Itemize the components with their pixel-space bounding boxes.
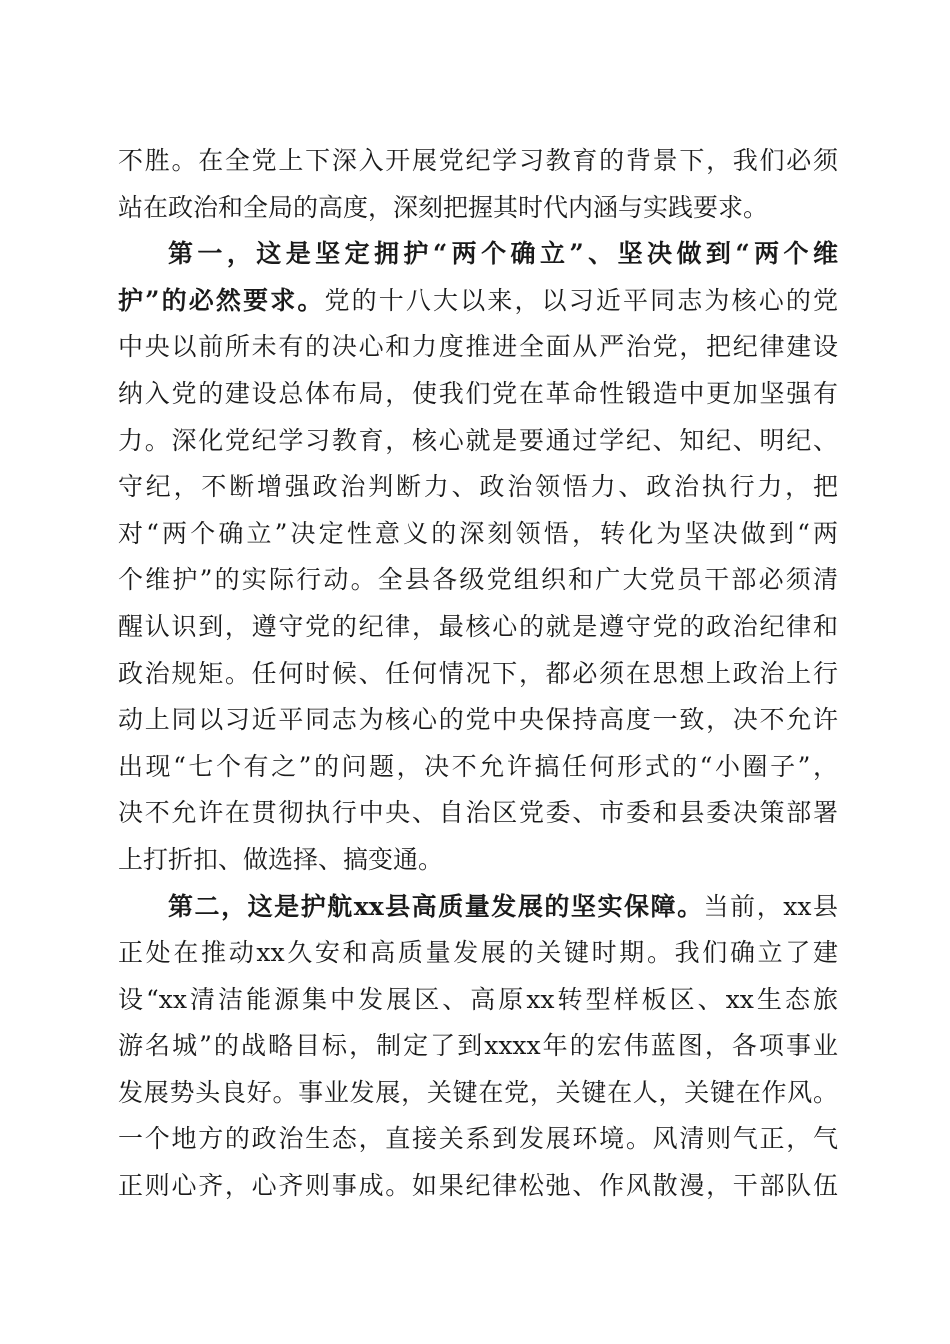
body-text: 出现“七个有之”的问题，决不允许搞任何形式的“小圈子”， xyxy=(118,751,838,781)
text-line xyxy=(118,1116,838,1163)
text-line xyxy=(118,464,838,511)
text-line xyxy=(118,790,838,837)
text-line xyxy=(118,371,838,418)
body-text: 党的十八大以来，以习近平同志为核心的党 xyxy=(324,285,838,315)
body-text: 设“xx清洁能源集中发展区、高原xx转型样板区、xx生态旅 xyxy=(118,984,838,1014)
document-body xyxy=(118,138,838,1210)
text-line xyxy=(118,977,838,1024)
text-line xyxy=(118,884,838,931)
body-text: 决不允许在贯彻执行中央、自治区党委、市委和县委决策部署 xyxy=(118,798,838,828)
body-text: 正处在推动xx久安和高质量发展的关键时期。我们确立了建 xyxy=(118,938,838,968)
body-text: 一个地方的政治生态，直接关系到发展环境。风清则气正，气 xyxy=(118,1124,838,1154)
body-text: 站在政治和全局的高度，深刻把握其时代内涵与实践要求。 xyxy=(118,192,769,222)
text-line xyxy=(118,837,838,884)
body-text: 醒认识到，遵守党的纪律，最核心的就是遵守党的政治纪律和 xyxy=(118,611,838,641)
text-line xyxy=(118,1023,838,1070)
text-line xyxy=(118,185,838,232)
body-text: 政治规矩。任何时候、任何情况下，都必须在思想上政治上行 xyxy=(118,658,838,688)
body-text: 游名城”的战略目标，制定了到xxxx年的宏伟蓝图，各项事业 xyxy=(118,1031,838,1061)
text-line xyxy=(118,418,838,465)
text-line xyxy=(118,604,838,651)
text-line xyxy=(118,231,838,278)
text-line xyxy=(118,651,838,698)
text-line xyxy=(118,744,838,791)
text-line xyxy=(118,557,838,604)
body-text: 当前，xx县 xyxy=(703,891,839,921)
text-line xyxy=(118,1163,838,1210)
body-text: 中央以前所未有的决心和力度推进全面从严治党，把纪律建设 xyxy=(118,332,838,362)
text-line xyxy=(118,511,838,558)
bold-heading-text: 第一，这是坚定拥护“两个确立”、坚决做到“两个维 xyxy=(168,239,838,269)
body-text: 不胜。在全党上下深入开展党纪学习教育的背景下，我们必须 xyxy=(118,146,838,175)
body-text: 力。深化党纪学习教育，核心就是要通过学纪、知纪、明纪、 xyxy=(118,425,838,455)
body-text: 上打折扣、做选择、搞变通。 xyxy=(118,844,444,874)
body-text: 正则心齐，心齐则事成。如果纪律松弛、作风散漫，干部队伍 xyxy=(118,1171,838,1201)
body-text: 对“两个确立”决定性意义的深刻领悟，转化为坚决做到“两 xyxy=(118,518,838,548)
text-line xyxy=(118,930,838,977)
text-line xyxy=(118,278,838,325)
text-line xyxy=(118,697,838,744)
text-line xyxy=(118,1070,838,1117)
body-text: 守纪，不断增强政治判断力、政治领悟力、政治执行力，把 xyxy=(118,472,838,502)
text-line xyxy=(118,138,838,185)
text-line xyxy=(118,324,838,371)
bold-heading-text: 护”的必然要求。 xyxy=(118,285,325,315)
body-text: 纳入党的建设总体布局，使我们党在革命性锻造中更加坚强有 xyxy=(118,378,838,408)
bold-heading-text: 第二，这是护航xx县高质量发展的坚实保障。 xyxy=(168,891,704,921)
body-text: 动上同以习近平同志为核心的党中央保持高度一致，决不允许 xyxy=(118,705,838,735)
body-text: 发展势头良好。事业发展，关键在党，关键在人，关键在作风。 xyxy=(118,1077,838,1107)
body-text: 个维护”的实际行动。全县各级党组织和广大党员干部必须清 xyxy=(118,565,838,595)
